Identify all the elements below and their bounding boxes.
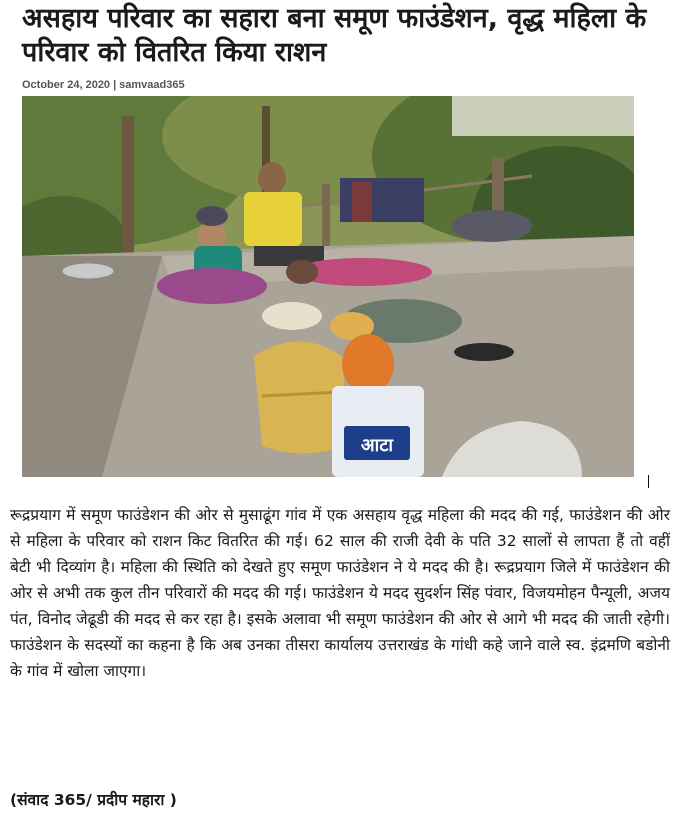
article-meta [22, 79, 185, 91]
article-photo [22, 96, 634, 477]
article-author[interactable]: samvaad365 [119, 79, 185, 91]
text-cursor [648, 475, 649, 488]
article-headline: असहाय परिवार का सहारा बना समूण फाउंडेशन, वृद्ध महिला के परिवार को वितरित किया राशन [22, 3, 647, 68]
article-body: रूद्रप्रयाग में समूण फाउंडेशन की ओर से मुसाढूंग गांव में एक असहाय वृद्ध महिला की मदद की गई, फाउंडेशन की ओर से महिला के परिवार को राशन किट वितरित की गई। 62 साल की राजी देवी के पति 32 सालों से लापता हैं तो वहीं बेटी भी दिव्यांग है। महिला की स्थिति को देखते हुए समूण फाउंडेशन ने ये मदद की है। रूद्रप्रयाग जिले में फाउंडेशन की ओर से अभी तक कुल तीन परिवारों की मदद की गई। फाउंडेशन ये मदद सुदर्शन सिंह पंवार, विजयमोहन पैन्यूली, अजय पंत, विनोद जेढूडी की मदद से कर रहा है। इसके अलावा भी समूण फाउंडेशन की ओर से आगे भी मदद की जाती रहेगी। फाउंडेशन के सदस्यों का कहना है कि अब उनका तीसरा कार्यालय उत्तराखंड के गांधी कहे जाने वाले स्व. इंद्रमणि बडोनी के गांव में खोला जाएगा। [10, 506, 670, 680]
article-credit: (संवाद 365/ प्रदीप महारा ) [10, 791, 177, 809]
meta-separator: | [113, 79, 117, 91]
photo-illustration [22, 96, 634, 477]
article-date: October 24, 2020 [22, 79, 111, 91]
bag-print-text: आटा [360, 435, 394, 456]
